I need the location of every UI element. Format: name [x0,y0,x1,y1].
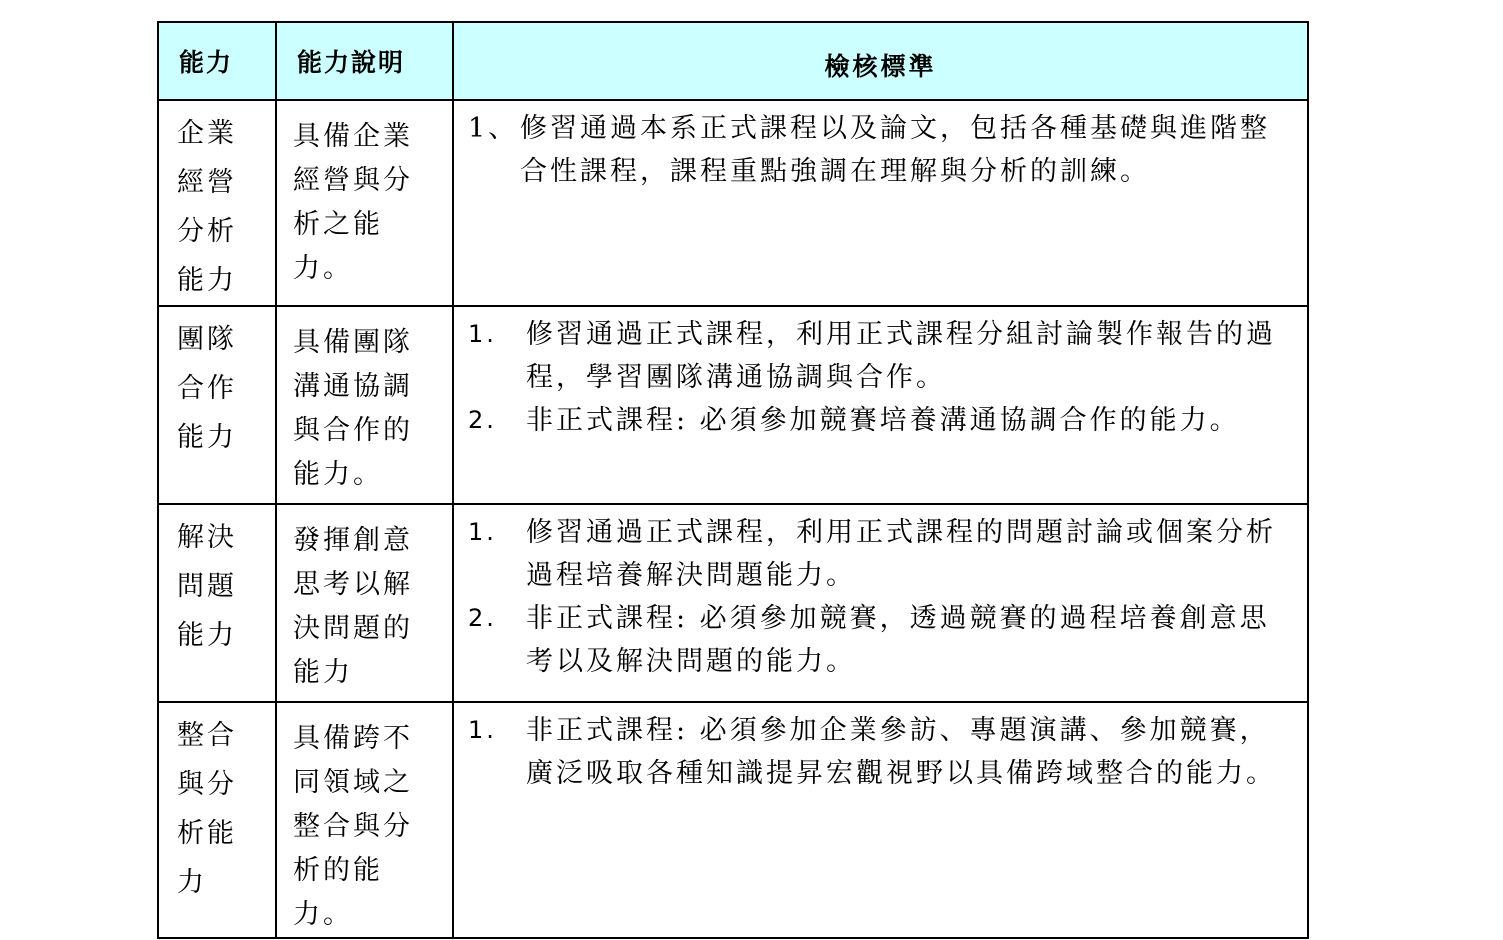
criteria-cell [453,504,1308,702]
ability-text: 企業經營分析能力 [177,118,237,296]
criteria-cell [453,306,1308,504]
ability-text: 團隊合作能力 [177,324,237,453]
criteria-item-text: 非正式課程: 必須參加競賽培養溝通協調合作的能力。 [526,405,1240,436]
table-row [158,504,1308,702]
criteria-list [454,101,1307,193]
description-cell [276,306,453,504]
criteria-item [468,709,1293,795]
criteria-list [454,307,1307,442]
table-row [158,100,1308,306]
description-text: 具備跨不同領域之整合與分析的能力。 [293,723,413,930]
ability-cell [158,702,276,938]
criteria-cell [453,702,1308,938]
criteria-item-text: 修習通過本系正式課程以及論文，包括各種基礎與進階整合性課程，課程重點強調在理解與分析的訓練。 [520,113,1270,187]
criteria-cell [453,100,1308,306]
ability-cell [158,504,276,702]
criteria-item-text: 非正式課程: 必須參加企業參訪、專題演講、參加競賽，廣泛吸取各種知識提昇宏觀視野以具備跨域整合的能力。 [526,715,1276,789]
criteria-item-text: 非正式課程: 必須參加競賽，透過競賽的過程培養創意思考以及解決問題的能力。 [526,603,1270,677]
header-description-label: 能力說明 [297,48,406,77]
ability-text: 整合與分析能力 [177,720,237,898]
header-ability-label: 能力 [179,48,234,77]
criteria-item-number: 2. [468,406,497,434]
ability-text: 解決問題能力 [177,522,237,651]
criteria-item-number: 1、 [468,113,519,144]
criteria-item-number: 2. [468,604,497,632]
criteria-item [468,399,1293,442]
description-text: 具備團隊溝通協調與合作的能力。 [293,327,413,490]
table-row [158,702,1308,938]
criteria-item-number: 1. [468,518,497,546]
criteria-list [454,703,1307,795]
criteria-item-text: 修習通過正式課程，利用正式課程的問題討論或個案分析過程培養解決問題能力。 [526,517,1276,591]
description-text: 具備企業經營與分析之能力。 [293,121,413,284]
table-row [158,306,1308,504]
ability-cell [158,306,276,504]
criteria-item-number: 1. [468,320,497,348]
description-cell [276,504,453,702]
competency-table [157,21,1309,939]
ability-cell [158,100,276,306]
criteria-item [468,597,1293,683]
criteria-item [468,313,1293,399]
header-criteria-label: 檢核標準 [824,52,937,81]
criteria-item [468,107,1293,193]
header-ability [158,22,276,100]
criteria-item [468,511,1293,597]
description-cell [276,100,453,306]
criteria-item-number: 1. [468,716,497,744]
table-header-row [158,22,1308,100]
criteria-list [454,505,1307,683]
header-description [276,22,453,100]
header-criteria [453,22,1308,100]
description-cell [276,702,453,938]
criteria-item-text: 修習通過正式課程，利用正式課程分組討論製作報告的過程，學習團隊溝通協調與合作。 [526,319,1276,393]
description-text: 發揮創意思考以解決問題的能力 [293,525,413,688]
